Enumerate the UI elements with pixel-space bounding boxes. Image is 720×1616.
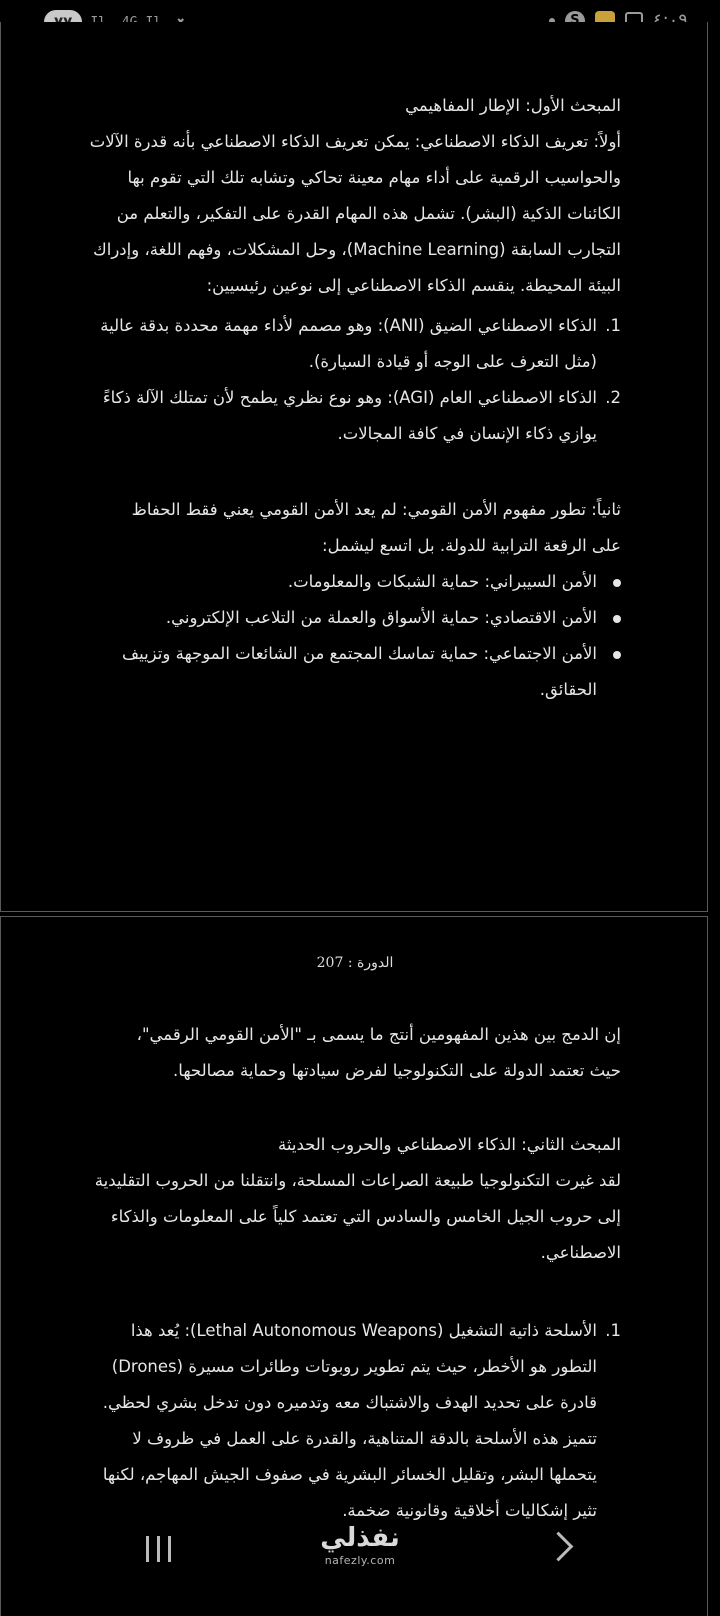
document-page-2: [0, 916, 708, 1616]
list-item-number: 2.: [605, 380, 621, 416]
list-item-text: الذكاء الاصطناعي العام (AGI): وهو نوع نظري يطمح لأن تمتلك الآلة ذكاءً يوازي ذكاء الإنسان في كافة المجالات.: [81, 380, 621, 452]
navigation-bar: [0, 1520, 720, 1600]
back-button[interactable]: [544, 1532, 574, 1562]
paragraph-modern-wars: لقد غيرت التكنولوجيا طبيعة الصراعات المسلحة، وانتقلنا من الحروب التقليدية إلى حروب الجيل الخامس والسادس التي تعتمد كلياً على المعلومات والذكاء الاصطناعي.: [81, 1163, 621, 1271]
paragraph-national-security: ثانياً: تطور مفهوم الأمن القومي: لم يعد الأمن القومي يعني فقط الحفاظ على الرقعة الترابية للدولة. بل اتسع ليشمل:: [101, 492, 621, 564]
recent-apps-button[interactable]: [146, 1536, 171, 1562]
document-page-1: [0, 22, 708, 912]
section-heading-2: المبحث الثاني: الذكاء الاصطناعي والحروب الحديثة: [81, 1127, 621, 1163]
watermark-url: nafezly.com: [310, 1554, 410, 1567]
bullet-icon: [613, 579, 621, 587]
section-heading-1: المبحث الأول: الإطار المفاهيمي: [81, 88, 621, 124]
list-item-text: الأسلحة ذاتية التشغيل (Lethal Autonomous Weapons): يُعد هذا التطور هو الأخطر، حيث يتم تطوير روبوتات وطائرات مسيرة (Drones) قادرة على تحديد الهدف والاشتباك معه وتدميره دون تدخل بشري لحظي. تتميز هذه الأسلحة بالدقة المتناهية، والقدرة على العمل في ظروف لا يتحملها البشر، وتقليل الخسائر البشرية في صفوف الجيش المهاجم، لكنها تثير إشكاليات أخلاقية وقانونية ضخمة.: [81, 1313, 621, 1529]
bullet-text: الأمن السيبراني: حماية الشبكات والمعلومات.: [101, 564, 621, 600]
clock: ٤:٠٩: [653, 10, 688, 31]
bullet-icon: [613, 615, 621, 623]
list-item-number: 1.: [605, 308, 621, 344]
bullet-text: الأمن الاجتماعي: حماية تماسك المجتمع من الشائعات الموجهة وتزييف الحقائق.: [101, 636, 621, 708]
list-item-number: 1.: [605, 1313, 621, 1349]
bullet-icon: [613, 651, 621, 659]
recent-bar-icon: [168, 1536, 171, 1562]
list-item: [81, 1313, 621, 1529]
paragraph-ai-definition: أولاً: تعريف الذكاء الاصطناعي: يمكن تعريف الذكاء الاصطناعي بأنه قدرة الآلات والحواسيب الرقمية على أداء مهام معينة تحاكي وتشابه تلك التي تقوم بها الكائنات الذكية (البشر). تشمل هذه المهام القدرة على التفكير، والتعلم من التجارب السابقة (Machine Learning)، وحل المشكلات، وفهم اللغة، وإدراك البيئة المحيطة. ينقسم الذكاء الاصطناعي إلى نوعين رئيسيين:: [81, 124, 621, 304]
bullet-text: الأمن الاقتصادي: حماية الأسواق والعملة من التلاعب الإلكتروني.: [101, 600, 621, 636]
recent-bar-icon: [146, 1536, 149, 1562]
list-item: [81, 308, 621, 380]
watermark: [310, 1522, 410, 1567]
list-item-text: الذكاء الاصطناعي الضيق (ANI): وهو مصمم لأداء مهمة محددة بدقة عالية (مثل التعرف على الوجه أو قيادة السيارة).: [81, 308, 621, 380]
list-item: [81, 380, 621, 452]
bullet-item: [101, 636, 621, 708]
paragraph-digital-security: إن الدمج بين هذين المفهومين أنتج ما يسمى بـ "الأمن القومي الرقمي"، حيث تعتمد الدولة على التكنولوجيا لفرض سيادتها وحماية مصالحها.: [101, 1017, 621, 1089]
recent-bar-icon: [157, 1536, 160, 1562]
watermark-brand: نفذلي: [310, 1522, 410, 1554]
bullet-item: [101, 564, 621, 600]
page-number: الدورة : 207: [1, 955, 709, 971]
app-s-icon: S: [565, 11, 585, 31]
bullet-item: [101, 600, 621, 636]
